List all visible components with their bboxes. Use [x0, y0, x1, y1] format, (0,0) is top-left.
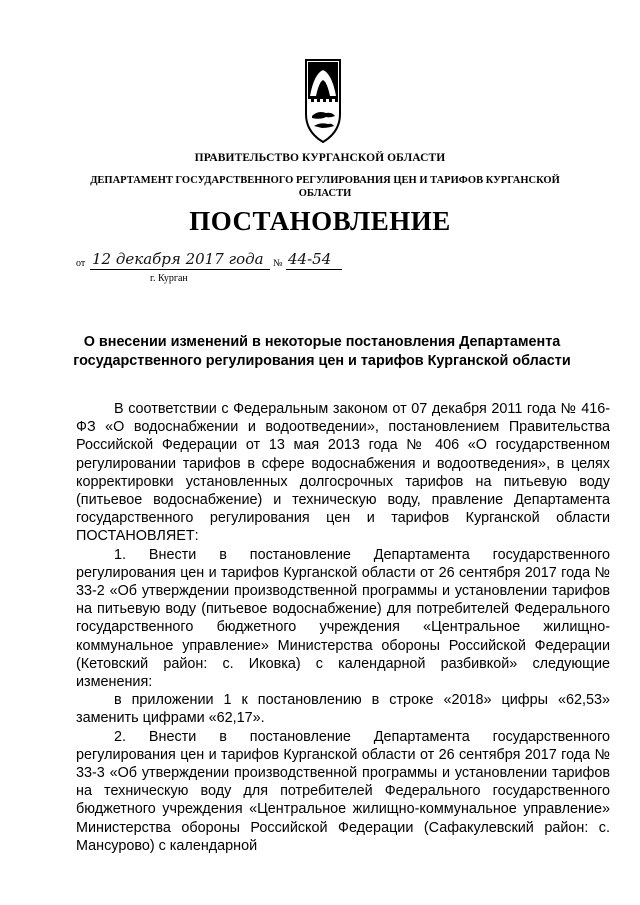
date-underline [90, 269, 270, 270]
city: г. Курган [150, 273, 188, 284]
document-body [76, 400, 610, 855]
paragraph-item-1-change: в приложении 1 к постановлению в строке «2018» цифры «62,53» заменить цифрами «62,17». [76, 692, 610, 727]
government-name: ПРАВИТЕЛЬСТВО КУРГАНСКОЙ ОБЛАСТИ [194, 152, 446, 164]
date-number-line [76, 250, 396, 274]
number-label: № [273, 258, 283, 269]
document-subject: О внесении изменений в некоторые постановления Департамента государственного регулирования цен и тарифов Курганской области [73, 334, 571, 369]
number-underline [286, 269, 342, 270]
paragraph-preamble: В соответствии с Федеральным законом от 07 декабря 2011 года № 416-ФЗ «О водоснабжении и водоотведении», постановлением Правительства Российской Федерации от 13 мая 2013 года № 406 «О государственном регулировании тарифов в сфере водоснабжения и водоотведения», в целях корректировки установленных долгосрочных тарифов на питьевую воду (питьевое водоснабжение) и техническую воду, правление Департамента государственного регулирования цен и тарифов Курганской области ПОСТАНОВЛЯЕТ: [76, 401, 610, 545]
number-value: 44-54 [288, 250, 332, 268]
kurgan-coat-of-arms-icon [302, 56, 344, 146]
date-value: 12 декабря 2017 года [92, 250, 264, 268]
department-name: ДЕПАРТАМЕНТ ГОСУДАРСТВЕННОГО РЕГУЛИРОВАНИЯ ЦЕН И ТАРИФОВ КУРГАНСКОЙ ОБЛАСТИ [90, 175, 560, 199]
document-type-title: ПОСТАНОВЛЕНИЕ [189, 206, 451, 236]
paragraph-item-1: 1. Внести в постановление Департамента государственного регулирования цен и тарифов Курганской области от 26 сентября 2017 года № 33-2 «Об утверждении производственной программы и установлении тарифов на питьевую воду (питьевое водоснабжение) для потребителей Федерального государственного бюджетного учреждения «Центральное жилищно-коммунальное управление» Министерства обороны Российской Федерации (Кетовский район: с. Иковка) с календарной разбивкой» следующие изменения: [76, 546, 610, 691]
paragraph-item-2: 2. Внести в постановление Департамента государственного регулирования цен и тарифов Курганской области от 26 сентября 2017 года № 33-3 «Об утверждении производственной программы и установлении тарифов на техническую воду для потребителей Федерального государственного бюджетного учреждения «Центральное жилищно-коммунальное управление» Министерства обороны Российской Федерации (Сафакулевский район: с. Мансурово) с календарной [76, 728, 610, 854]
date-label: от [76, 258, 86, 269]
